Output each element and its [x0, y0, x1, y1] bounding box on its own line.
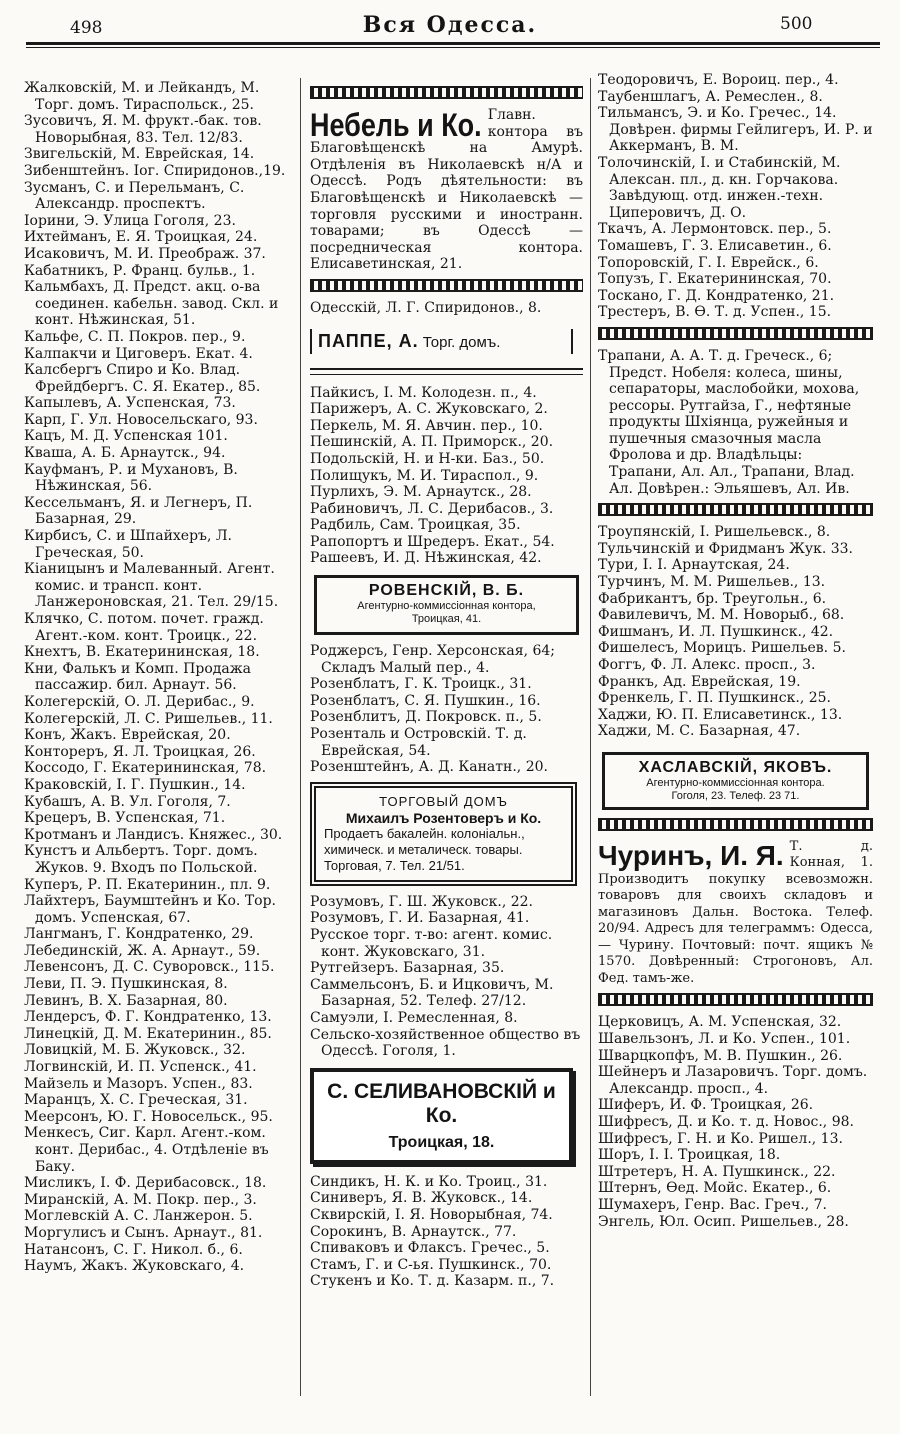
directory-entry: Кни, Фалькъ и Комп. Продажа пассажир. бил. Арнаут. 56. [24, 660, 251, 694]
directory-entry: Рашеевъ, И. Д. Нѣжинская, 42. [310, 550, 542, 567]
directory-entry: Кротманъ и Ландисъ. Княжес., 30. [24, 826, 283, 843]
entries-t [598, 72, 873, 321]
selivanovsky-name: С. СЕЛИВАНОВСКІЙ и Ко. [327, 1079, 556, 1127]
header-rule-thin [26, 47, 880, 48]
directory-entry: Рутгейзеръ. Базарная, 35. [310, 960, 505, 977]
directory-entry: Розумовъ, Г. Ш. Жуковск., 22. [310, 893, 534, 910]
ornament-rule [310, 279, 583, 292]
selivanovsky-advertisement [310, 1068, 573, 1164]
rovensky-advertisement [314, 575, 579, 635]
ornament-rule [598, 327, 873, 340]
directory-entry: Сорокинъ, В. Арнаутск., 77. [310, 1223, 517, 1240]
rovensky-name: РОВЕНСКІЙ, В. Б. [368, 582, 525, 600]
directory-entry: Роджерсъ, Генр. Херсонская, 64; Складъ Малый пер., 4. [310, 643, 556, 676]
directory-entry: Линецкій, Д. М. Екатеринин., 85. [24, 1025, 272, 1042]
directory-entry: Стамъ, Г. и С-ья. Пушкинск., 70. [310, 1256, 552, 1273]
directory-entry: Конъ, Жакъ. Еврейская, 20. [24, 727, 231, 744]
directory-entry: Кацъ, М. Д. Успенская 101. [24, 428, 228, 445]
nebel-text: Главн. контора въ Благовѣщенскѣ на Амурѣ. Отдѣленія въ Николаевскѣ н/А и Одессѣ. Родъ дѣятельности: въ Благовѣщенскѣ и Николаевскѣ — торговля русскими и иностранн. товарами; въ Одессѣ — посредническая контора. Елисаветинская, 21. [310, 107, 583, 273]
directory-entry: Теодоровичъ, Е. Вороиц. пер., 4. [598, 72, 839, 88]
rozentover-advertisement [310, 782, 577, 886]
ornament-rule [598, 503, 873, 516]
directory-entry: Сельско-хозяйственное общество въ Одессѣ. Гоголя, 1. [310, 1026, 581, 1060]
column-middle [310, 80, 583, 1290]
nebel-advertisement [310, 107, 583, 273]
directory-entry: Пайкисъ, І. М. Колодезн. п., 4. [310, 384, 537, 401]
entries-tf [598, 524, 873, 740]
directory-entry: Кауфманъ, Р. и Мухановъ, В. Нѣжинская, 56. [24, 461, 238, 495]
directory-entry: Кваша, А. Б. Арнаутск., 94. [24, 445, 226, 462]
directory-entry: Троупянскій, І. Ришельевск., 8. [598, 524, 831, 541]
directory-entry: Розенблитъ, Д. Покровск. п., 5. [310, 709, 542, 726]
directory-entry: Тоскано, Г. Д. Кондратенко, 21. [598, 287, 835, 304]
haslavsky-line1: Агентурно-коммиссіонная контора. [646, 776, 825, 789]
directory-entry: Кессельманъ, Я. и Легнеръ, П. Базарная, 29. [24, 494, 253, 528]
directory-entry: Кальфе, С. П. Покров. пер., 9. [24, 328, 246, 345]
directory-entry: Розенблатъ, С. Я. Пушкин., 16. [310, 692, 541, 709]
entries-o [310, 300, 583, 317]
directory-entry: Шоръ, І. І. Троицкая, 18. [598, 1147, 781, 1164]
directory-entry: Коссодо, Г. Екатерининская, 78. [24, 760, 267, 777]
directory-entry: Хаджи, Ю. П. Елисаветинск., 13. [598, 706, 843, 723]
ornament-rule [598, 818, 873, 831]
directory-entry: Кнехтъ, В. Екатерининская, 18. [24, 644, 260, 661]
directory-entry: Исаковичъ, М. И. Преображ. 37. [24, 245, 266, 262]
directory-entry: Фабрикантъ, бр. Треугольн., 6. [598, 590, 827, 607]
directory-entry: Куперъ, Р. П. Екатеринин., пл. 9. [24, 876, 271, 893]
directory-entry: Кубашъ, А. В. Ул. Гоголя, 7. [24, 793, 231, 810]
directory-entry: Пешинскій, А. П. Приморск., 20. [310, 434, 554, 451]
directory-entry: Наумъ, Жакъ. Жуковскаго, 4. [24, 1258, 245, 1275]
directory-entry: Толочинскій, І. и Стабинскій, М. Алексан. пл., д. кн. Горчакова. Завѣдующ. отд. инжен.-техн. Циперовичъ, Д. О. [598, 154, 841, 221]
column-divider-right [590, 78, 591, 1396]
directory-entry: Одесскій, Л. Г. Спиридонов., 8. [310, 299, 542, 316]
directory-entry: Кальмбахъ, Д. Предст. акц. о-ва соединен. кабельн. завод. Скл. и конт. Нѣжинская, 51. [24, 279, 279, 329]
directory-entry: Моглевскій А. С. Ланжерон. 5. [24, 1208, 253, 1225]
directory-entry: Радбиль, Сам. Троицкая, 35. [310, 517, 521, 534]
directory-entry: Томашевъ, Г. З. Елисаветин., 6. [598, 237, 832, 254]
directory-entry: Русское торг. т-во: агент. комис. конт. Жуковскаго, 31. [310, 927, 553, 960]
churin-text: Т. д. Конная, 1. Производитъ покупку всевозможн. товаровъ для своихъ складовъ и магазиновъ Дальн. Востока. Телеф. 20/94. Адресъ для телеграммъ: Одесса, — Чурину. Почтовый: почт. ящикъ № 1570. Довѣренный: Строгоновъ, Ал. Фед. тамъ-же. [598, 838, 873, 986]
directory-entry: Синдикъ, Н. К. и Ко. Троиц., 31. [310, 1173, 548, 1190]
pappe-name: ПАППЕ, А. [318, 330, 419, 351]
churin-advertisement [598, 839, 873, 988]
directory-entry: Колегерскій, Л. С. Ришельев., 11. [24, 710, 273, 727]
directory-entry: Шавельзонъ, Л. и Ко. Успен., 101. [598, 1031, 851, 1048]
directory-entry: Моргулисъ и Сынъ. Арнаут., 81. [24, 1224, 263, 1241]
directory-entry: Фавилевичъ, М. М. Новорыб., 68. [598, 607, 845, 624]
directory-entry: Подольскій, Н. и Н-ки. Баз., 50. [310, 450, 545, 467]
directory-entry: Топоровскій, Г. І. Еврейск., 6. [598, 254, 819, 271]
haslavsky-name: ХАСЛАВСКІЙ, ЯКОВЪ. [638, 758, 833, 776]
page-number-right: 500 [780, 14, 813, 34]
directory-entry: Шифресъ, Г. Н. и Ко. Ришел., 13. [598, 1130, 843, 1147]
directory-entry: Самуэли, І. Ремесленная, 8. [310, 1009, 518, 1026]
directory-entry: Зибенштейнъ. Іог. Спиридонов.,19. [24, 162, 286, 179]
directory-entry: Розенталь и Островскій. Т. д. Еврейская, 54. [310, 726, 527, 759]
directory-entry: Шумахеръ, Генр. Вас. Греч., 7. [598, 1197, 828, 1213]
page-title: Вся Одесса. [362, 12, 538, 38]
directory-entry: Перкель, М. Я. Авчин. пер., 10. [310, 417, 543, 434]
column-right [598, 72, 873, 1230]
rovensky-line1: Агентурно-коммиссіонная контора, [357, 600, 536, 613]
directory-entry: Логвинскій, И. П. Успенск., 41. [24, 1059, 257, 1076]
directory-entry: Кабатникъ, Р. Франц. бульв., 1. [24, 262, 256, 279]
directory-entry: Зусовичъ, Я. М. фрукт.-бак. тов. Новорыбная, 83. Тел. 12/83. [24, 113, 262, 146]
directory-entry: Калсбергъ Спиро и Ко. Влад. Фрейдбергъ. С. Я. Екатер., 85. [24, 362, 261, 395]
pappe-advertisement [310, 329, 573, 354]
directory-entry: Спиваковъ и Флаксъ. Гречес., 5. [310, 1240, 550, 1257]
rovensky-line2: Троицкая, 41. [411, 613, 482, 626]
trapani-entry: Трапани, А. А. Т. д. Греческ., 6; Предст. Нобеля: колеса, шины, сепараторы, маслобойки, мохова, рессоры. Рутгайза, Г., нефтяные продукты Шхіянца, ружейныя и пушечныя смазочныя масла Фролова и др. Владѣльцы: Трапани, Ал. Ал., Трапани, Влад. Ал. Довѣрен.: Эльяшевъ, Ал. Ив. [598, 347, 860, 497]
directory-entry: Краковскій, І. Г. Пушкин., 14. [24, 776, 246, 793]
directory-entry: Левинъ, В. Х. Базарная, 80. [24, 992, 228, 1009]
directory-entry: Парижеръ, А. С. Жуковскаго, 2. [310, 401, 548, 418]
selivanovsky-address: Троицкая, 18. [388, 1133, 495, 1151]
directory-entry: Штретеръ, Н. А. Пушкинск., 22. [598, 1163, 836, 1180]
directory-entry: Ихтейманъ, Е. Я. Троицкая, 24. [24, 229, 258, 246]
rozentover-name: Михаилъ Розентоверъ и Ко. [345, 809, 542, 826]
rozentover-heading: ТОРГОВЫЙ ДОМЪ [379, 793, 508, 809]
directory-entry: Крецеръ, В. Успенская, 71. [24, 810, 226, 827]
directory-entry: Шифресъ, Д. и Ко. т. д. Новос., 98. [598, 1114, 854, 1131]
directory-entry: Сквирскій, І. Я. Новорыбная, 74. [310, 1206, 553, 1223]
directory-entry: Левенсонъ, Д. С. Суворовск., 115. [24, 959, 275, 976]
directory-entry: Лебединскій, Ж. А. Арнаут., 59. [24, 942, 261, 959]
directory-entry: Лангманъ, Г. Кондратенко, 29. [24, 926, 254, 943]
rozentover-text: Продаетъ бакалейн. колоніальн., химическ. и металическ. товары. Торговая, 7. Тел. 21/51. [324, 825, 525, 873]
directory-entry: Рабиновичъ, Л. С. Дерибасов., 3. [310, 500, 554, 517]
directory-entry: Менкесъ, Сиг. Карл. Агент.-ком. конт. Дерибас., 4. Отдѣленіе въ Баку. [24, 1125, 269, 1175]
haslavsky-advertisement [602, 752, 869, 810]
entries-sh [598, 1014, 873, 1230]
directory-entry: Франкъ, Ад. Еврейская, 19. [598, 673, 801, 690]
directory-entry: Синиверъ, Я. В. Жуковск., 14. [310, 1190, 533, 1207]
directory-entry: Фоггъ, Ф. Л. Алекс. просп., 3. [598, 657, 816, 673]
directory-entry: Церковицъ, А. М. Успенская, 32. [598, 1014, 842, 1031]
directory-entry: Контореръ, Я. Л. Троицкая, 26. [24, 743, 256, 760]
nebel-company-name: Небель и Ко. [310, 107, 482, 143]
directory-entry: Мисликъ, І. Ф. Дерибасовск., 18. [24, 1175, 267, 1192]
directory-entry: Рапопортъ и Шредеръ. Екат., 54. [310, 533, 555, 550]
directory-entry: Трестеръ, В. Ѳ. Т. д. Успен., 15. [598, 304, 832, 321]
directory-entry: Саммельсонъ, Б. и Ицковичъ, М. Базарная, 52. Телеф. 27/12. [310, 976, 554, 1010]
header-rule [26, 42, 880, 45]
directory-entry: Полищукъ, М. И. Тираспол., 9. [310, 467, 539, 484]
directory-entry: Іорини, Э. Улица Гоголя, 23. [24, 212, 236, 229]
directory-entry: Леви, П. Э. Пушкинская, 8. [24, 976, 228, 993]
directory-entry: Шейнеръ и Лазаровичъ. Торг. домъ. Александр. просп., 4. [598, 1064, 868, 1097]
directory-entry: Лендерсъ, Ф. Г. Кондратенко, 13. [24, 1009, 272, 1026]
directory-entry: Пурлихъ, Э. М. Арнаутск., 28. [310, 484, 532, 501]
directory-entry: Кунстъ и Альбертъ. Торг. домъ. Жуков. 9. Входъ по Польской. [24, 843, 258, 876]
directory-entry: Розенблатъ, Г. К. Троицк., 31. [310, 676, 532, 693]
directory-entry: Ткачъ, А. Лермонтовск. пер., 5. [598, 221, 832, 238]
directory-entry: Топузъ, Г. Екатерининская, 70. [598, 271, 832, 288]
directory-entry: Тильмансъ, Э. и Ко. Гречес., 14. Довѣрен. фирмы Гейлигеръ, И. Р. и Аккерманъ, В. М. [598, 105, 873, 155]
page-number-left: 498 [70, 18, 103, 38]
directory-entry: Клячко, С. потом. почет. гражд. Агент.-ком. конт. Троицк., 22. [24, 611, 264, 644]
directory-entry: Маранцъ, Х. С. Греческая, 31. [24, 1092, 248, 1109]
directory-entry: Капылевъ, А. Успенская, 73. [24, 395, 236, 412]
directory-entry: Колегерскій, О. Л. Дерибас., 9. [24, 693, 255, 710]
directory-entry: Майзель и Мазоръ. Успен., 83. [24, 1075, 253, 1092]
directory-entry: Шварцкопфъ, М. В. Пушкин., 26. [598, 1047, 843, 1064]
ornament-rule [310, 86, 583, 99]
directory-entry: Звигельскій, М. Еврейская, 14. [24, 146, 255, 163]
ornament-rule [598, 993, 873, 1006]
ornament-rule [310, 368, 583, 375]
directory-entry: Стукенъ и Ко. Т. д. Казарм. п., 7. [310, 1273, 555, 1290]
directory-entry: Турчинъ, М. М. Ришельев., 13. [598, 574, 826, 591]
directory-entry: Розумовъ, Г. И. Базарная, 41. [310, 910, 530, 927]
directory-entry: Френкель, Г. П. Пушкинск., 25. [598, 690, 832, 707]
directory-entry: Калпакчи и Циговеръ. Екат. 4. [24, 345, 253, 362]
haslavsky-line2: Гоголя, 23. Телеф. 23 71. [671, 789, 800, 802]
directory-entry: Натансонъ, С. Г. Никол. б., 6. [24, 1241, 243, 1258]
directory-entry: Тури, І. І. Арнаутская, 24. [598, 557, 790, 574]
directory-entry: Лайхтеръ, Баумштейнъ и Ко. Тор. домъ. Успенская, 67. [24, 893, 277, 926]
pappe-type: Торг. домъ. [422, 333, 501, 351]
column-left [24, 80, 296, 1275]
entries-r2 [310, 894, 583, 1060]
directory-entry: Шиферъ, И. Ф. Троицкая, 26. [598, 1097, 814, 1114]
directory-entry: Миранскій, А. М. Покр. пер., 3. [24, 1191, 257, 1208]
directory-entry: Меерсонъ, Ю. Г. Новосельск., 95. [24, 1108, 273, 1125]
directory-entry: Штернъ, Ѳед. Мойс. Екатер., 6. [598, 1180, 832, 1197]
churin-name: Чуринъ, И. Я. [598, 839, 784, 871]
directory-entry: Фишманъ, И. Л. Пушкинск., 42. [598, 623, 834, 640]
directory-entry: Кіаницынъ и Малеванный. Агент. комис. и трансп. конт. Ланжероновская, 21. Тел. 29/15. [24, 561, 279, 611]
page-header [0, 0, 900, 48]
directory-entry: Хаджи, М. С. Базарная, 47. [598, 723, 801, 740]
directory-entry: Энгель, Юл. Осип. Ришельев., 28. [598, 1213, 849, 1230]
directory-entry: Зусманъ, С. и Перельманъ, С. Александр. проспектъ. [24, 179, 245, 213]
directory-entry: Розенштейнъ, А. Д. Канатн., 20. [310, 759, 548, 776]
entries-s [310, 1174, 583, 1290]
directory-entry: Ловицкій, М. Б. Жуковск., 32. [24, 1042, 246, 1059]
directory-entry: Карп, Г. Ул. Новосельскаго, 93. [24, 411, 258, 428]
directory-entry: Кирбисъ, С. и Шпайхеръ, Л. Греческая, 50. [24, 528, 232, 561]
column-divider-left [300, 78, 301, 1396]
directory-entry: Тульчинскій и Фридманъ Жук. 33. [598, 540, 853, 557]
entries-r [310, 643, 583, 776]
directory-entry: Жалковскій, М. и Лейкандъ, М. Торг. домъ. Тираспольск., 25. [24, 80, 260, 113]
directory-entry: Таубеншлагъ, А. Ремеслен., 8. [598, 88, 823, 105]
directory-entry: Фишелесъ, Морицъ. Ришельев. 5. [598, 640, 846, 657]
entries-p [310, 385, 583, 568]
